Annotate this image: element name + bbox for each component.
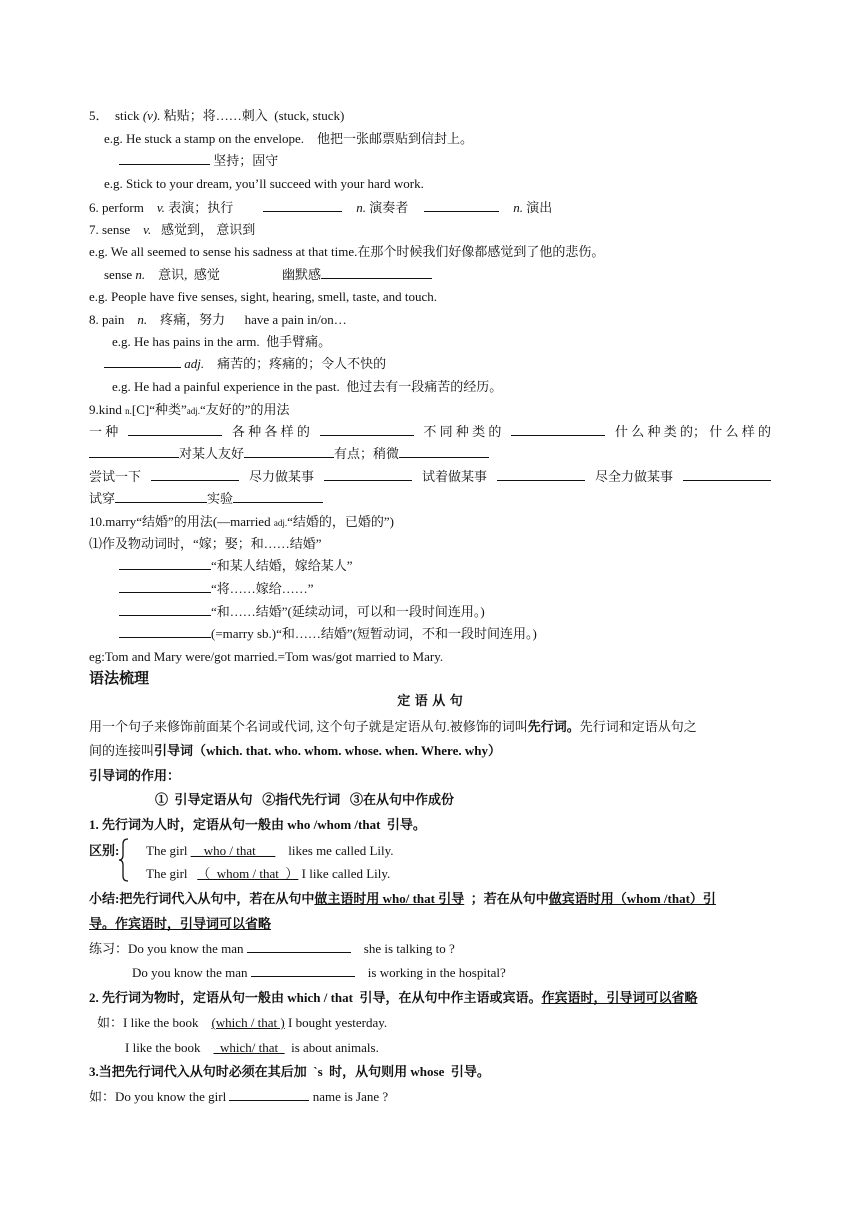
blank[interactable] (247, 940, 351, 953)
example-text: 如：Do you know the girl (89, 1089, 230, 1104)
intro-text: 先行词和定语从句之 (579, 719, 697, 734)
summary-rule: 做宾语时用（whom /that）引 (548, 891, 716, 906)
performance-pos: n. (513, 200, 523, 215)
role-title: 引导词的作用： (89, 768, 181, 783)
blank[interactable] (119, 625, 211, 638)
point-3-example (89, 1088, 388, 1106)
performer-meaning: 演奏者 (365, 200, 409, 215)
sense-noun-head: sense (104, 267, 136, 282)
kind-row-2 (89, 445, 489, 463)
practice-2 (132, 964, 506, 982)
perform-pos: v. (156, 200, 165, 215)
kind-entry (89, 401, 290, 420)
kind-sub-n: n. (125, 406, 132, 416)
marry-usage-title: ⑴作及物动词时，“嫁；娶；和……结婚” (89, 536, 322, 551)
example-text: likes me called Lily. (275, 843, 394, 858)
blank[interactable] (321, 266, 432, 279)
blank[interactable] (151, 468, 239, 481)
point-3-title: 3.当把先行词代入从句时必须在其后加 `s 时，从句则用 whose 引导。 (89, 1064, 490, 1079)
kind-phrase: 尽力做某事 (248, 469, 314, 484)
marry-usage-2 (119, 580, 314, 598)
kind-row-1 (89, 423, 771, 441)
sense-noun-extra: 幽默感 (281, 267, 321, 282)
answer-text: （ whom / that ） (197, 866, 299, 881)
sense-noun-pos: n. (135, 267, 146, 282)
kind-head: 9.kind (89, 402, 126, 417)
example-text: 如：I like the book (97, 1015, 212, 1030)
perform-head: 6. perform (89, 200, 157, 215)
pain-entry (89, 311, 347, 329)
intro-term: 引导词（which. that. who. whom. whose. when. Where. why） (154, 743, 501, 758)
sense-entry (89, 221, 255, 239)
example-text: I like called Lily. (298, 866, 391, 881)
sense-pos: v. (143, 222, 152, 237)
stick-phrase-meaning: 坚持；固守 (210, 153, 279, 168)
pain-meaning: 疼痛，努力 have a pain in/on… (147, 312, 347, 327)
kind-phrase: 实验 (207, 491, 234, 506)
kind-phrase: 对某人友好 (179, 446, 245, 461)
perform-entry (89, 199, 552, 217)
example-text: I like the book (125, 1040, 214, 1055)
blank[interactable] (497, 468, 585, 481)
painful-meaning: 痛苦的；疼痛的；令人不快的 (204, 356, 387, 371)
kind-phrase: 试着做某事 (421, 469, 487, 484)
intro-text: 用一个句子来修饰前面某个名词或代词, 这个句子就是定语从句.被修饰的词叫 (89, 719, 528, 734)
example-text: The girl (146, 843, 191, 858)
marry-example: eg:Tom and Mary were/got married.=Tom was/got married to Mary. (89, 649, 444, 664)
summary-line-1 (89, 890, 716, 908)
painful-pos: adj. (181, 356, 205, 371)
blank[interactable] (233, 490, 323, 503)
example-text: is about animals. (284, 1040, 379, 1055)
sense-example-2: e.g. People have five senses, sight, hearing, smell, taste, and touch. (89, 289, 438, 304)
stick-entry (89, 107, 344, 125)
kind-phrase: 一 种 (89, 424, 119, 439)
answer-text: (which / that ) (211, 1015, 285, 1030)
roles-list: ① 引导定语从句 ②指代先行词 ③在从句中作成份 (155, 792, 455, 807)
pain-head: 8. pain (89, 312, 138, 327)
section-title: 语法梳理 (89, 669, 150, 687)
kind-phrase: 试穿 (89, 491, 116, 506)
blank[interactable] (229, 1088, 309, 1101)
summary-text: ；若在从句中 (464, 891, 549, 906)
example-text: The girl (146, 866, 198, 881)
blank[interactable] (119, 580, 211, 593)
stick-head: 5． stick (89, 108, 143, 123)
marry-usage-3 (119, 603, 485, 621)
summary-rule: 做主语时用 who/ that 引导 (314, 891, 465, 906)
kind-phrase: 尝试一下 (89, 469, 142, 484)
performance-meaning: 演出 (522, 200, 553, 215)
practice-text: 练习：Do you know the man (89, 941, 247, 956)
stick-pos: (v). (142, 108, 161, 123)
point-2-text: 2. 先行词为物时，定语从句一般由 which / that 引导，在从句中作主语或宾语。 (89, 990, 542, 1005)
kind-row-3 (89, 468, 771, 486)
stick-meaning: 粘贴；将……刺入 (stuck, stuck) (160, 108, 345, 123)
kind-phrase: 有点；稍微 (334, 446, 400, 461)
marry-usage-text: (=marry sb.)“和……结婚”(短暂动词，不和一段时间连用。) (211, 626, 537, 641)
stick-example-1: e.g. He stuck a stamp on the envelope. 他把一张邮票贴到信封上。 (104, 131, 473, 146)
intro-line-2 (89, 742, 501, 760)
kind-adj-meaning: “友好的”的用法 (200, 402, 290, 417)
sense-noun (104, 266, 432, 284)
stick-phrase (119, 152, 278, 170)
blank[interactable] (251, 964, 355, 977)
brace-icon (118, 838, 130, 882)
perform-meaning: 表演；执行 (164, 200, 234, 215)
kind-phrase: 尽全力做某事 (594, 469, 673, 484)
marry-usage-text: “将……嫁给……” (211, 581, 314, 596)
kind-row-4 (89, 490, 323, 508)
painful-entry (104, 355, 386, 373)
kind-noun-meaning: [C]“种类” (131, 402, 187, 417)
sense-meaning: 感觉到， 意识到 (151, 222, 256, 237)
kind-phrase: 不 同 种 类 的 (423, 424, 502, 439)
blank[interactable] (399, 445, 489, 458)
blank[interactable] (324, 468, 412, 481)
performer-pos: n. (356, 200, 366, 215)
kind-phrase: 各 种 各 样 的 (231, 424, 310, 439)
blank[interactable] (119, 152, 210, 165)
marry-usage-4 (119, 625, 537, 643)
blank[interactable] (119, 557, 211, 570)
kind-sub-adj: adj. (186, 406, 200, 416)
blank[interactable] (683, 468, 771, 481)
marry-sub-adj: adj. (273, 518, 288, 528)
stick-example-2: e.g. Stick to your dream, you’ll succeed with your hard work. (104, 176, 424, 191)
marry-entry (89, 513, 394, 532)
example-text: I bought yesterday. (284, 1015, 388, 1030)
answer-text: __who / that___ (190, 843, 276, 858)
intro-line-1 (89, 718, 697, 736)
marry-usage-text: “和……结婚”(延续动词，可以和一段时间连用。) (211, 604, 485, 619)
blank[interactable] (424, 199, 499, 212)
married-meaning: “结婚的，已婚的”) (287, 514, 394, 529)
difference-example-1 (146, 842, 394, 860)
difference-example-2 (146, 865, 390, 883)
blank[interactable] (119, 603, 211, 616)
summary-line-2: 导。作宾语时，引导词可以省略 (89, 916, 272, 931)
marry-head: 10.marry“结婚”的用法(—married (89, 514, 274, 529)
point-2-example-2 (125, 1039, 379, 1057)
difference-label: 区别: (89, 843, 120, 858)
practice-1 (89, 940, 455, 958)
blank[interactable] (511, 423, 605, 436)
blank[interactable] (244, 445, 334, 458)
sense-head: 7. sense (89, 222, 144, 237)
sense-example-1: e.g. We all seemed to sense his sadness at that time.在那个时候我们好像都感觉到了他的悲伤。 (89, 244, 605, 259)
blank[interactable] (320, 423, 414, 436)
blank[interactable] (263, 199, 342, 212)
blank[interactable] (104, 355, 181, 368)
kind-phrase: 什 么 种 类 的； 什 么 样 的 (614, 424, 771, 439)
answer-text: which/ that (213, 1040, 285, 1055)
point-2-title (89, 989, 698, 1007)
intro-term: 先行词。 (527, 719, 580, 734)
pain-example-2: e.g. He had a painful experience in the past. 他过去有一段痛苦的经历。 (112, 379, 503, 394)
blank[interactable] (115, 490, 207, 503)
practice-text: is working in the hospital? (354, 965, 506, 980)
pain-pos: n. (137, 312, 148, 327)
practice-text: she is talking to ? (350, 941, 455, 956)
point-2-rule: 作宾语时，引导词可以省略 (541, 990, 698, 1005)
point-1-title: 1. 先行词为人时，定语从句一般由 who /whom /that 引导。 (89, 817, 426, 832)
blank[interactable] (128, 423, 222, 436)
marry-usage-text: “和某人结婚，嫁给某人” (211, 558, 353, 573)
point-2-example-1 (97, 1014, 387, 1032)
blank[interactable] (89, 445, 179, 458)
intro-text: 间的连接叫 (89, 743, 155, 758)
sense-noun-meaning: 意识, 感觉 (145, 267, 220, 282)
summary-text: 小结:把先行词代入从句中，若在从句中 (89, 891, 315, 906)
practice-text: Do you know the man (132, 965, 251, 980)
center-title: 定 语 从 句 (397, 694, 463, 709)
pain-example-1: e.g. He has pains in the arm. 他手臂痛。 (112, 334, 332, 349)
marry-usage-1 (119, 557, 353, 575)
example-text: name is Jane ? (309, 1089, 389, 1104)
